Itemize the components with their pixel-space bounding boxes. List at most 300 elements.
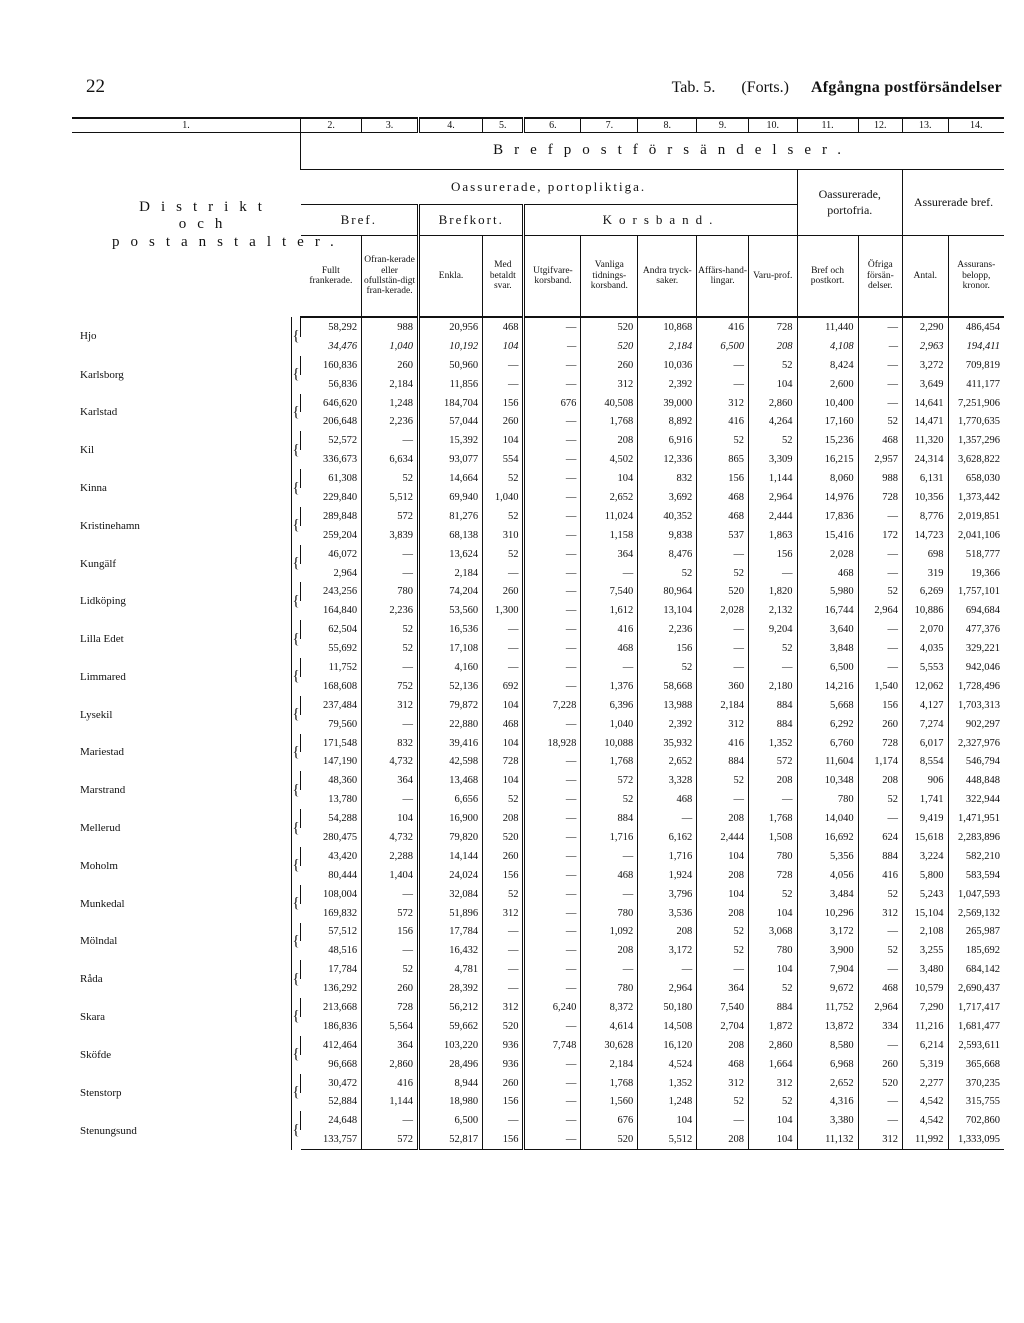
table-cell: — [362,564,419,583]
table-row [72,734,1004,753]
table-cell: 206,648 [322,416,358,428]
table-cell: 1,357,296 [948,431,1004,450]
table-cell: 185,692 [948,941,1004,960]
table-cell: 58,668 [638,677,697,696]
table-cell: 52 [858,790,902,809]
table-cell: 1,404 [362,866,419,885]
table-cell: 2,392 [638,375,697,394]
table-cell: — [638,960,697,979]
table-cell: 79,820 [418,828,482,847]
brefkort-header: Brefkort. [418,205,524,236]
table-cell: — [362,715,419,734]
table-cell: 520 [581,317,638,337]
table-cell: — [858,620,902,639]
table-cell: 468 [697,488,749,507]
col-affarshandlingar: Affärs-hand-lingar. [697,236,749,318]
table-cell: 156 [483,1093,524,1112]
table-cell: 104 [581,469,638,488]
table-cell: 370,235 [948,1074,1004,1093]
table-cell: 136,292 [322,983,358,995]
table-cell: — [362,885,419,904]
brace-icon: { [291,847,300,885]
table-cell: 4,056 [797,866,858,885]
table-cell: — [638,809,697,828]
table-cell: 936 [483,1055,524,1074]
table-cell: 81,276 [418,507,482,526]
table-cell: — [483,620,524,639]
oassurerade-portopliktiga-header: Oassurerade, portopliktiga. [301,170,797,205]
table-cell: — [748,790,797,809]
table-cell: 56,836 [328,378,358,390]
table-cell: — [483,923,524,942]
table-cell: — [524,885,581,904]
table-cell: — [858,1111,902,1130]
oassurerade-portofria-header: Oassurerade, portofria. [797,170,902,236]
table-cell: 54,288 [301,809,362,828]
brace-icon: { [291,317,300,356]
table-cell: 8,580 [797,1036,858,1055]
table-cell: — [483,639,524,658]
table-cell: 2,028 [797,545,858,564]
table-cell: 1,560 [581,1093,638,1112]
table-cell: 16,744 [797,601,858,620]
table-cell: 11,024 [581,507,638,526]
table-cell: 7,274 [903,715,949,734]
col-bref-postkort: Bref och postkort. [797,236,858,318]
table-cell: 658,030 [948,469,1004,488]
table-cell: 208 [697,1036,749,1055]
table-cell: 14,144 [418,847,482,866]
table-cell: — [697,620,749,639]
table-cell: — [524,601,581,620]
table-cell: 48,360 [301,771,362,790]
brace-icon: { [291,431,300,469]
table-cell: 52 [581,790,638,809]
table-cell: 676 [524,394,581,413]
table-cell: 702,860 [948,1111,1004,1130]
table-cell: 364 [362,771,419,790]
table-cell: 1,040 [362,337,419,356]
table-cell: 312 [697,1074,749,1093]
table-cell: 14,471 [903,412,949,431]
table-cell: 2,964 [858,998,902,1017]
table-cell: 3,172 [797,923,858,942]
table-cell: 486,454 [948,317,1004,337]
table-cell: 1,352 [638,1074,697,1093]
table-cell: 364 [697,979,749,998]
table-cell: 184,704 [418,394,482,413]
table-cell: 133,757 [301,1130,362,1149]
table-cell: 4,732 [362,828,419,847]
table-cell: 4,127 [903,696,949,715]
table-cell: 104 [483,431,524,450]
table-cell: 709,819 [948,356,1004,375]
table-cell: 14,641 [903,394,949,413]
table-cell: — [524,356,581,375]
district-name: Hjo [72,317,291,356]
table-cell: 312 [858,904,902,923]
table-cell: 329,221 [948,639,1004,658]
table-cell: 5,319 [903,1055,949,1074]
table-cell: 208 [748,337,797,356]
table-cell: 39,000 [638,394,697,413]
district-name: Mariestad [72,734,291,772]
table-cell: 265,987 [948,923,1004,942]
table-cell: 55,692 [328,643,358,655]
table-cell: 884 [697,752,749,771]
table-cell: 583,594 [948,866,1004,885]
brace-icon: { [291,1111,300,1149]
table-cell: 11,752 [301,658,362,677]
table-cell: 1,924 [638,866,697,885]
table-cell: — [581,564,638,583]
table-cell: — [858,960,902,979]
table-cell: — [524,828,581,847]
brace-icon: { [291,960,300,998]
table-cell: 5,553 [903,658,949,677]
table-cell: 46,072 [301,545,362,564]
table-cell: 5,243 [903,885,949,904]
table-cell: — [362,545,419,564]
table-cell: 942,046 [948,658,1004,677]
table-cell: 520 [581,1130,638,1149]
table-cell: — [524,412,581,431]
table-cell: 104 [483,337,524,356]
brace-icon: { [291,809,300,847]
table-cell: — [748,658,797,677]
table-cell: 364 [581,545,638,564]
table-row [72,582,1004,601]
table-cell: 2,860 [748,1036,797,1055]
table-row [72,771,1004,790]
table-cell: 18,980 [418,1093,482,1112]
table-cell: — [858,658,902,677]
table-cell: 104 [638,1111,697,1130]
table-number: Tab. 5. [671,79,716,96]
table-cell: 96,668 [328,1058,358,1070]
district-name: Kinna [72,469,291,507]
colnum-3: 3. [362,118,419,133]
table-cell: 2,277 [903,1074,949,1093]
table-cell: 28,496 [418,1055,482,1074]
table-cell: — [858,356,902,375]
brace-icon: { [291,582,300,620]
table-cell: 13,872 [797,1017,858,1036]
table-cell: 2,236 [362,412,419,431]
table-cell: — [524,1093,581,1112]
district-name: Marstrand [72,771,291,809]
statistics-table [72,117,1004,1150]
table-cell: 468 [581,866,638,885]
table-cell: 2,184 [418,564,482,583]
table-cell: 15,236 [797,431,858,450]
table-cell: 12,336 [638,450,697,469]
table-cell: 2,180 [748,677,797,696]
brace-icon: { [291,394,300,432]
col-utgifvare-korsband: Utgifvare-korsband. [524,236,581,318]
table-cell: 5,356 [797,847,858,866]
table-cell: — [581,658,638,677]
table-cell: 520 [697,582,749,601]
table-cell: 334 [858,1017,902,1036]
table-cell: 5,512 [638,1130,697,1149]
table-cell: 14,723 [903,526,949,545]
table-cell: 468 [483,715,524,734]
table-cell: 2,288 [362,847,419,866]
table-cell: 2,236 [362,601,419,620]
table-cell: 520 [483,1017,524,1036]
table-cell: 14,216 [797,677,858,696]
table-cell: 1,768 [581,412,638,431]
table-cell: — [362,431,419,450]
table-cell: 52 [858,412,902,431]
table-cell: — [524,507,581,526]
table-body [72,317,1004,1150]
table-cell: 17,836 [797,507,858,526]
table-cell: 3,172 [638,941,697,960]
table-cell: 52 [697,1093,749,1112]
table-cell: 156 [697,469,749,488]
table-cell: 832 [362,734,419,753]
table-cell: 208 [483,809,524,828]
table-cell: 518,777 [948,545,1004,564]
table-cell: — [858,639,902,658]
col-betaldt-svar: Med betaldt svar. [483,236,524,318]
table-cell: — [362,941,419,960]
table-cell: 10,868 [638,317,697,337]
table-cell: 537 [697,526,749,545]
colnum-14: 14. [948,118,1004,133]
table-cell: 468 [697,507,749,526]
table-row [72,1074,1004,1093]
colnum-7: 7. [581,118,638,133]
table-cell: — [581,960,638,979]
table-cell: 61,308 [301,469,362,488]
table-cell: 692 [483,677,524,696]
table-cell: 2,392 [638,715,697,734]
district-name: Moholm [72,847,291,885]
table-cell: 1,373,442 [948,488,1004,507]
table-cell: 11,132 [797,1130,858,1149]
table-cell: 15,392 [418,431,482,450]
table-cell: 14,976 [797,488,858,507]
table-cell: 4,542 [903,1111,949,1130]
district-name: Råda [72,960,291,998]
table-cell: 468 [797,564,858,583]
table-cell: 52 [362,960,419,979]
table-cell: — [524,431,581,450]
table-cell: 780 [797,790,858,809]
table-cell: 728 [858,488,902,507]
table-cell: 3,839 [362,526,419,545]
table-cell: 156 [858,696,902,715]
table-cell: 12,062 [903,677,949,696]
table-cell: 2,704 [697,1017,749,1036]
table-cell: 35,932 [638,734,697,753]
table-cell: 11,856 [418,375,482,394]
colnum-12: 12. [858,118,902,133]
table-cell: 572 [362,1130,419,1149]
table-cell: 16,900 [418,809,482,828]
colnum-13: 13. [903,118,949,133]
table-row [72,620,1004,639]
table-cell: 2,964 [858,601,902,620]
table-cell: 1,540 [858,677,902,696]
district-header: Distrikt och postanstalter. [112,199,345,250]
district-name: Karlstad [72,394,291,432]
table-cell: 4,264 [748,412,797,431]
brace-icon: { [291,507,300,545]
table-cell: 2,108 [903,923,949,942]
table-cell: 2,569,132 [948,904,1004,923]
col-fullt-frankerade: Fullt frankerade. [301,236,362,318]
table-cell: 7,904 [797,960,858,979]
table-cell: — [524,677,581,696]
table-cell: 17,160 [797,412,858,431]
table-cell: 624 [858,828,902,847]
table-cell: — [524,658,581,677]
table-cell: 10,886 [903,601,949,620]
table-cell: 104 [483,734,524,753]
table-cell: 7,748 [524,1036,581,1055]
table-cell: 319 [903,564,949,583]
table-cell: 194,411 [948,337,1004,356]
table-cell: 1,717,417 [948,998,1004,1017]
table-cell: — [858,507,902,526]
table-row [72,469,1004,488]
table-cell: 9,204 [748,620,797,639]
table-cell: 936 [483,1036,524,1055]
table-cell: 312 [748,1074,797,1093]
table-cell: 310 [483,526,524,545]
table-cell: 416 [697,734,749,753]
table-cell: 50,960 [418,356,482,375]
table-cell: — [858,923,902,942]
brace-icon: { [291,734,300,772]
table-cell: 4,524 [638,1055,697,1074]
table-cell: 3,255 [903,941,949,960]
table-cell: 884 [581,809,638,828]
table-cell: 259,204 [322,529,358,541]
table-cell: 52 [748,885,797,904]
table-cell: 156 [362,923,419,942]
table-cell: 52 [362,620,419,639]
district-name: Mellerud [72,809,291,847]
brace-icon: { [291,469,300,507]
table-cell: — [483,564,524,583]
table-cell: 16,120 [638,1036,697,1055]
table-cell: 312 [858,1130,902,1149]
table-cell: 360 [697,677,749,696]
table-cell: 468 [697,1055,749,1074]
table-cell: — [697,375,749,394]
table-cell: 5,512 [362,488,419,507]
table-row [72,885,1004,904]
table-cell: 312 [362,696,419,715]
table-cell: 52 [748,431,797,450]
table-cell: — [697,1111,749,1130]
table-cell: 5,668 [797,696,858,715]
table-cell: 988 [858,469,902,488]
table-row [72,923,1004,942]
table-cell: 2,184 [638,337,697,356]
table-cell: 1,770,635 [948,412,1004,431]
table-cell: 2,964 [333,567,358,579]
table-cell: 1,352 [748,734,797,753]
table-cell: 34,476 [328,340,358,352]
table-cell: 14,508 [638,1017,697,1036]
col-ofrankerade: Ofran-kerade eller ofullstän-digt fran-kerade. [362,236,419,318]
district-name: Kristinehamn [72,507,291,545]
table-cell: 780 [581,904,638,923]
table-cell: 8,944 [418,1074,482,1093]
table-row [72,696,1004,715]
table-cell: 6,968 [797,1055,858,1074]
table-cell: — [697,639,749,658]
table-cell: — [581,885,638,904]
table-cell: 30,628 [581,1036,638,1055]
table-cell: 10,400 [797,394,858,413]
table-cell: 1,741 [903,790,949,809]
table-title: Afgångna postförsändelser [810,79,1002,96]
table-cell: — [858,564,902,583]
table-cell: — [858,394,902,413]
table-cell: 52 [748,1093,797,1112]
table-cell: 1,158 [581,526,638,545]
table-cell: 260 [858,715,902,734]
table-cell: 1,174 [858,752,902,771]
table-cell: 6,396 [581,696,638,715]
table-cell: — [524,1017,581,1036]
table-cell: 3,692 [638,488,697,507]
table-cell: 260 [362,356,419,375]
table-cell: — [483,658,524,677]
table-cell: 52 [483,545,524,564]
table-cell: — [581,847,638,866]
table-cell: 48,516 [328,945,358,957]
table-cell: 416 [697,412,749,431]
table-cell: 62,504 [301,620,362,639]
table-cell: — [524,639,581,658]
brace-icon: { [291,1036,300,1074]
table-cell: — [858,337,902,356]
table-cell: 780 [748,847,797,866]
table-cell: 988 [362,317,419,337]
brace-icon: { [291,1074,300,1112]
district-name: Karlsborg [72,356,291,394]
table-cell: — [524,526,581,545]
table-cell: 93,077 [418,450,482,469]
table-cell: 2,860 [748,394,797,413]
table-cell: 1,863 [748,526,797,545]
district-name: Lysekil [72,696,291,734]
table-cell: — [524,375,581,394]
table-cell: 1,612 [581,601,638,620]
table-cell: 4,160 [418,658,482,677]
table-cell: 52 [638,564,697,583]
table-cell: 20,956 [418,317,482,337]
table-row [72,960,1004,979]
table-cell: 172 [858,526,902,545]
table-cell: 4,732 [362,752,419,771]
table-cell: 6,760 [797,734,858,753]
colnum-5: 5. [483,118,524,133]
table-cell: 9,419 [903,809,949,828]
table-cell: 477,376 [948,620,1004,639]
table-cell: 3,640 [797,620,858,639]
table-cell: — [524,620,581,639]
table-cell: 9,838 [638,526,697,545]
